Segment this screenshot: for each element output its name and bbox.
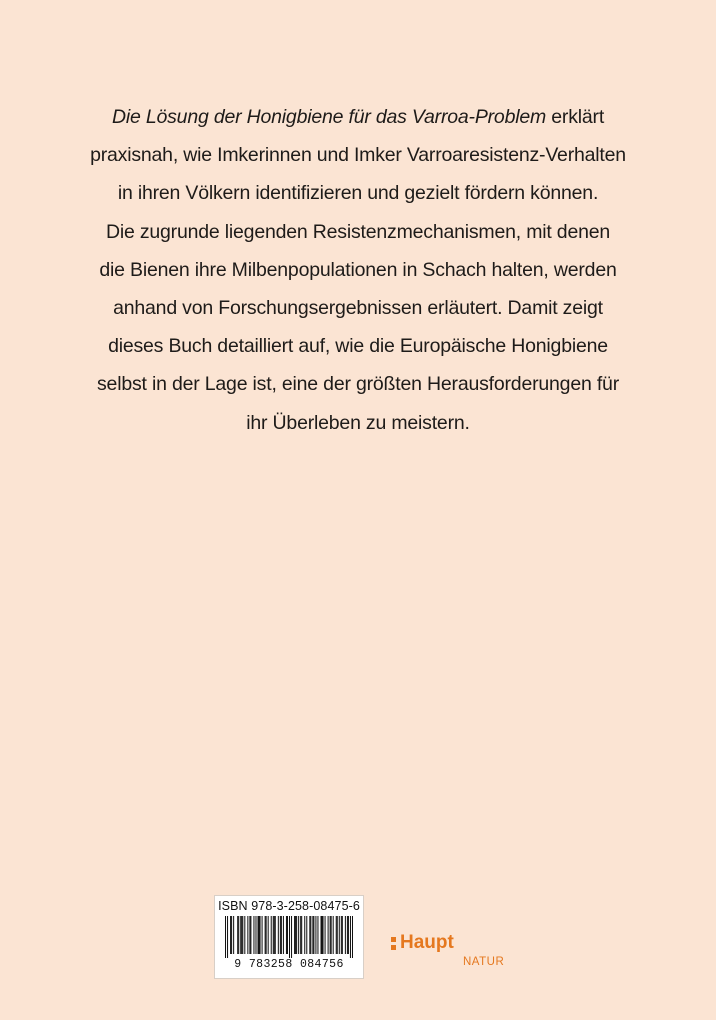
- barcode-bar: [242, 916, 243, 954]
- barcode-bar: [300, 916, 301, 954]
- blurb-line-1: [40, 98, 676, 136]
- publisher-imprint: NATUR: [463, 956, 505, 968]
- barcode-bar: [241, 916, 242, 954]
- barcode-bar: [237, 916, 238, 954]
- barcode-bar: [275, 916, 276, 954]
- book-title-italic: Die Lösung der Honigbiene für das Varroa-Problem: [111, 106, 547, 128]
- barcode-bar: [341, 916, 342, 954]
- barcode-bar: [260, 916, 261, 954]
- barcode-bar: [352, 916, 353, 958]
- barcode-bar: [336, 916, 337, 954]
- barcode-bar: [331, 916, 332, 954]
- barcode-bar: [347, 916, 348, 954]
- barcode-bar: [283, 916, 284, 954]
- barcode-bar: [315, 916, 316, 954]
- isbn-barcode: [214, 895, 364, 979]
- barcode-bar: [306, 916, 307, 954]
- barcode-bar: [274, 916, 275, 954]
- barcode-bar: [298, 916, 299, 954]
- barcode-bar: [227, 916, 228, 958]
- barcode-bar: [240, 916, 241, 954]
- barcode-bar: [244, 916, 245, 954]
- blurb-line-9: ihr Überleben zu meistern.: [246, 411, 470, 434]
- barcode-bar: [296, 916, 297, 954]
- barcode-bar: [287, 916, 288, 954]
- barcode-bar: [310, 916, 311, 954]
- barcode-bar: [231, 916, 232, 954]
- barcode-bar: [258, 916, 259, 954]
- barcode-bar: [313, 916, 314, 954]
- blurb-line-3: in ihren Völkern identifizieren und gezielt fördern können.: [117, 182, 599, 205]
- barcode-bar: [317, 916, 318, 954]
- barcode-bar: [266, 916, 267, 954]
- barcode-bar: [262, 916, 263, 954]
- barcode-bar: [339, 916, 340, 954]
- barcode-bar: [309, 916, 310, 954]
- barcode-bar: [301, 916, 302, 954]
- barcode-bar: [230, 916, 231, 954]
- back-cover-blurb: [40, 98, 676, 442]
- isbn-label: ISBN 978-3-258-08475-6: [218, 899, 360, 913]
- barcode-bar: [278, 916, 279, 954]
- barcode-bar: [273, 916, 274, 954]
- barcode-bar: [249, 916, 250, 954]
- barcode-bar: [289, 916, 290, 958]
- blurb-line-2: praxisnah, wie Imkerinnen und Imker Varroaresistenz-Verhalten: [90, 144, 626, 167]
- barcode-bar: [265, 916, 266, 954]
- publisher-name: Haupt: [400, 932, 454, 953]
- barcode-bar: [250, 916, 251, 954]
- barcode-bar: [280, 916, 281, 954]
- barcode-bar: [312, 916, 313, 954]
- barcode-bar: [247, 916, 248, 954]
- blurb-line-8: selbst in der Lage ist, eine der größten Herausforderungen für: [97, 373, 619, 396]
- blurb-line-5: die Bienen ihre Milbenpopulationen in Schach halten, werden: [99, 258, 617, 281]
- barcode-bar: [342, 916, 343, 954]
- barcode-bar: [348, 916, 349, 954]
- barcode-bar: [330, 916, 331, 954]
- barcode-bar: [325, 916, 326, 954]
- barcode-bar: [255, 916, 256, 954]
- barcode-bar: [281, 916, 282, 954]
- publisher-mark-icon: [391, 937, 396, 953]
- barcode-bar: [337, 916, 338, 954]
- barcode-bar: [350, 916, 351, 958]
- barcode-bar: [291, 916, 292, 958]
- barcode-bar: [268, 916, 269, 954]
- barcode-bar: [345, 916, 346, 954]
- ean-digits: 9 783258 084756: [234, 958, 344, 971]
- barcode-bar: [271, 916, 272, 954]
- barcode-bar: [286, 916, 287, 954]
- barcode-bar: [322, 916, 323, 954]
- blurb-line-1-rest: erklärt: [546, 106, 605, 128]
- blurb-line-7: dieses Buch detailliert auf, wie die Europäische Honigbiene: [108, 335, 608, 358]
- barcode-bar: [333, 916, 334, 954]
- barcode-bar: [294, 916, 295, 954]
- barcode-bar: [320, 916, 321, 954]
- barcode-bars: [225, 916, 353, 958]
- barcode-bar: [304, 916, 305, 954]
- barcode-bar: [238, 916, 239, 954]
- barcode-bar: [323, 916, 324, 954]
- barcode-bar: [233, 916, 234, 954]
- barcode-bar: [253, 916, 254, 954]
- barcode-bar: [295, 916, 296, 954]
- barcode-bar: [328, 916, 329, 954]
- blurb-line-4: Die zugrunde liegenden Resistenzmechanismen, mit denen: [105, 220, 611, 243]
- blurb-line-6: anhand von Forschungsergebnissen erläutert. Damit zeigt: [113, 297, 603, 320]
- barcode-bar: [259, 916, 260, 954]
- barcode-bar: [225, 916, 226, 958]
